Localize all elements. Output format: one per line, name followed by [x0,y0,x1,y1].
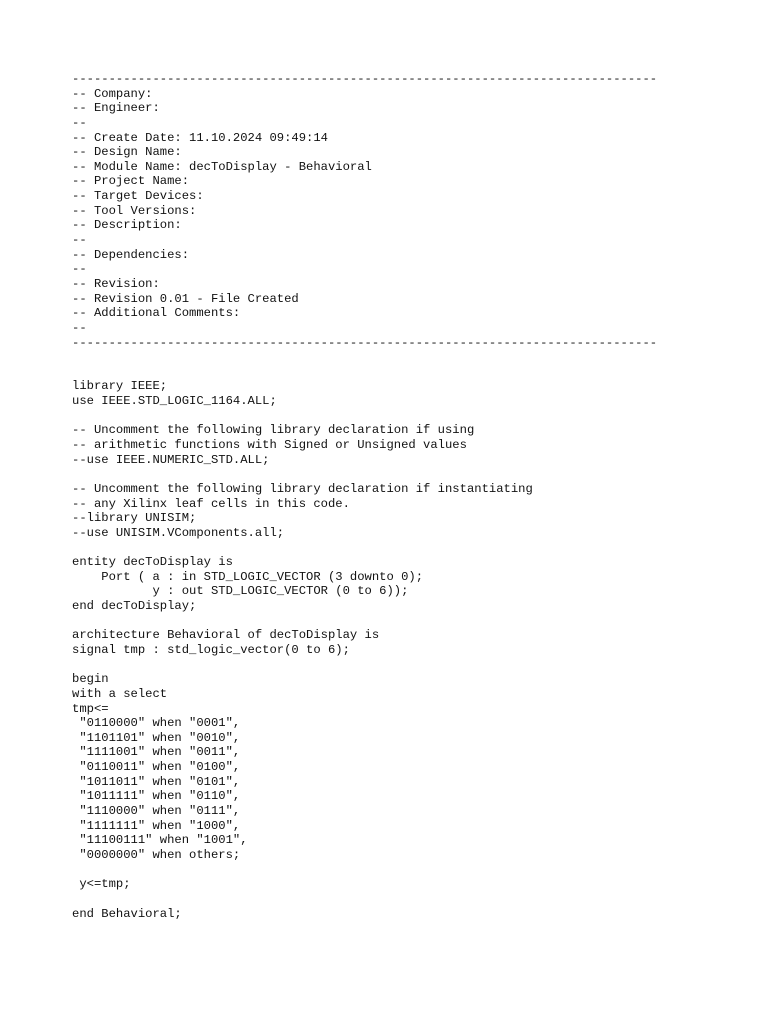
code-line: -- any Xilinx leaf cells in this code. [72,496,350,511]
code-line: -- Revision 0.01 - File Created [72,291,299,306]
code-line: "1110000" when "0111", [72,804,241,819]
code-line: --use IEEE.NUMERIC_STD.ALL; [72,452,270,467]
code-line: "1011011" when "0101", [72,774,241,789]
code-line: "0000000" when others; [72,847,241,862]
code-line: "1111001" when "0011", [72,745,241,760]
code-line: -- [72,320,87,335]
code-document [72,72,752,921]
code-line: library IEEE; [72,379,168,394]
code-line: -- Target Devices: [72,189,204,204]
code-line [72,350,752,365]
code-line: use IEEE.STD_LOGIC_1164.ALL; [72,394,277,409]
code-line: "1111111" when "1000", [72,818,241,833]
code-line: -- [72,115,87,130]
code-line: -- Dependencies: [72,247,190,262]
code-line: -- Description: [72,218,182,233]
code-line: with a select [72,686,168,701]
code-line: end decToDisplay; [72,599,197,614]
code-line: -- arithmetic functions with Signed or Unsigned values [72,438,467,453]
code-line: -- [72,262,87,277]
code-line: architecture Behavioral of decToDisplay is [72,628,380,643]
code-line: -- [72,233,87,248]
code-line: -------------------------------------------------------------------------------- [72,335,658,350]
code-line [72,892,752,907]
code-line: tmp<= [72,701,109,716]
code-line: -- Uncomment the following library declaration if using [72,423,475,438]
code-line: -- Uncomment the following library declaration if instantiating [72,481,533,496]
code-line: signal tmp : std_logic_vector(0 to 6); [72,642,350,657]
code-line: -- Revision: [72,276,160,291]
code-line: -- Tool Versions: [72,203,197,218]
code-line [72,409,752,424]
code-line: entity decToDisplay is [72,555,233,570]
code-line: "1011111" when "0110", [72,789,241,804]
code-line: "0110011" when "0100", [72,760,241,775]
code-line: -------------------------------------------------------------------------------- [72,72,658,86]
code-line: Port ( a : in STD_LOGIC_VECTOR (3 downto 0); [72,569,424,584]
code-line: -- Module Name: decToDisplay - Behavioral [72,159,372,174]
code-line: --use UNISIM.VComponents.all; [72,525,285,540]
code-line [72,541,752,556]
code-line: y : out STD_LOGIC_VECTOR (0 to 6)); [72,584,409,599]
code-line: "11100111" when "1001", [72,833,248,848]
code-line [72,658,752,673]
code-line: -- Project Name: [72,174,190,189]
code-line: end Behavioral; [72,906,182,921]
code-line: -- Company: [72,86,153,101]
code-line: y<=tmp; [72,877,131,892]
code-line: -- Additional Comments: [72,306,241,321]
code-line: "1101101" when "0010", [72,730,241,745]
code-line: -- Design Name: [72,145,182,160]
code-line: "0110000" when "0001", [72,716,241,731]
code-line: -- Create Date: 11.10.2024 09:49:14 [72,130,328,145]
code-line [72,467,752,482]
code-line: -- Engineer: [72,101,160,116]
code-line [72,614,752,629]
code-line: --library UNISIM; [72,511,197,526]
code-line: begin [72,672,109,687]
code-line [72,863,752,878]
code-line [72,365,752,380]
